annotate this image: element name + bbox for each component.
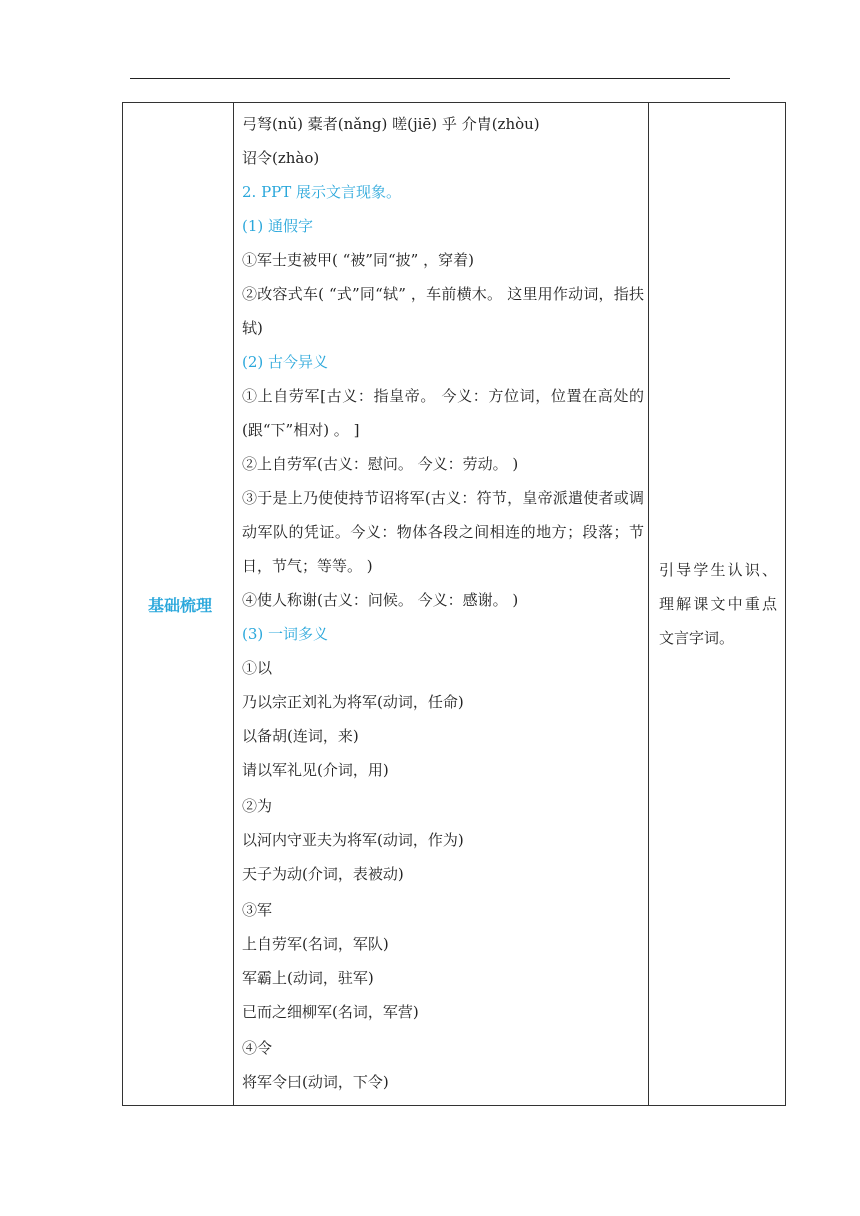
example-line: ①军士吏被甲( “被”同“披” ，穿着) xyxy=(242,251,474,269)
example-line: ④使人称谢(古义：问候。 今义：感谢。 ) xyxy=(242,591,519,609)
step-heading: 2. PPT 展示文言现象。 xyxy=(242,183,402,201)
example-line: 天子为动(介词，表被动) xyxy=(242,865,404,883)
example-line: ①上自劳军[古义：指皇帝。 今义：方位词，位置在高处的(跟“下”相对) 。 ] xyxy=(242,387,644,439)
example-line: 将军令曰(动词，下令) xyxy=(242,1073,389,1091)
example-line: 以河内守亚夫为将军(动词，作为) xyxy=(242,831,464,849)
example-line: 上自劳军(名词，军队) xyxy=(242,935,389,953)
example-line: 乃以宗正刘礼为将军(动词，任命) xyxy=(242,693,464,711)
section-cell xyxy=(123,103,234,1106)
subheading-tongjiazi: (1) 通假字 xyxy=(242,217,314,235)
teaching-content xyxy=(234,103,648,1105)
example-line: 请以军礼见(介词，用) xyxy=(242,761,389,779)
table-row xyxy=(123,103,786,1106)
design-intent: 引导学生认识、理解课文中重点文言字词。 xyxy=(659,561,777,647)
example-line: ②上自劳军(古义：慰问。 今义：劳动。 ) xyxy=(242,455,519,473)
word-heading: ③军 xyxy=(242,901,273,919)
word-heading: ②为 xyxy=(242,797,273,815)
pronunciation-line: 诏令(zhào) xyxy=(242,149,320,167)
example-line: 军霸上(动词，驻军) xyxy=(242,969,374,987)
content-cell xyxy=(234,103,649,1106)
subheading-gujinyiyi: (2) 古今异义 xyxy=(242,353,329,371)
purpose-cell xyxy=(649,103,786,1106)
pronunciation-line: 弓弩(nǔ) 橐者(nǎng) 嗟(jiē) 乎 介胄(zhòu) xyxy=(242,115,540,133)
example-line: ②改容式车( “式”同“轼” ，车前横木。 这里用作动词，指扶轼) xyxy=(242,285,644,337)
example-line: ③于是上乃使使持节诏将军(古义：符节，皇帝派遣使者或调动军队的凭证。今义：物体各段之间相连的地方；段落；节日，节气；等等。 ) xyxy=(242,489,644,575)
word-heading: ①以 xyxy=(242,659,273,677)
lesson-plan-table xyxy=(122,102,786,1106)
section-label: 基础梳理 xyxy=(147,595,212,615)
header-rule xyxy=(130,78,730,79)
example-line: 以备胡(连词，来) xyxy=(242,727,359,745)
example-line: 已而之细柳军(名词，军营) xyxy=(242,1003,419,1021)
subheading-yiciduoyi: (3) 一词多义 xyxy=(242,625,329,643)
word-heading: ④令 xyxy=(242,1039,273,1057)
